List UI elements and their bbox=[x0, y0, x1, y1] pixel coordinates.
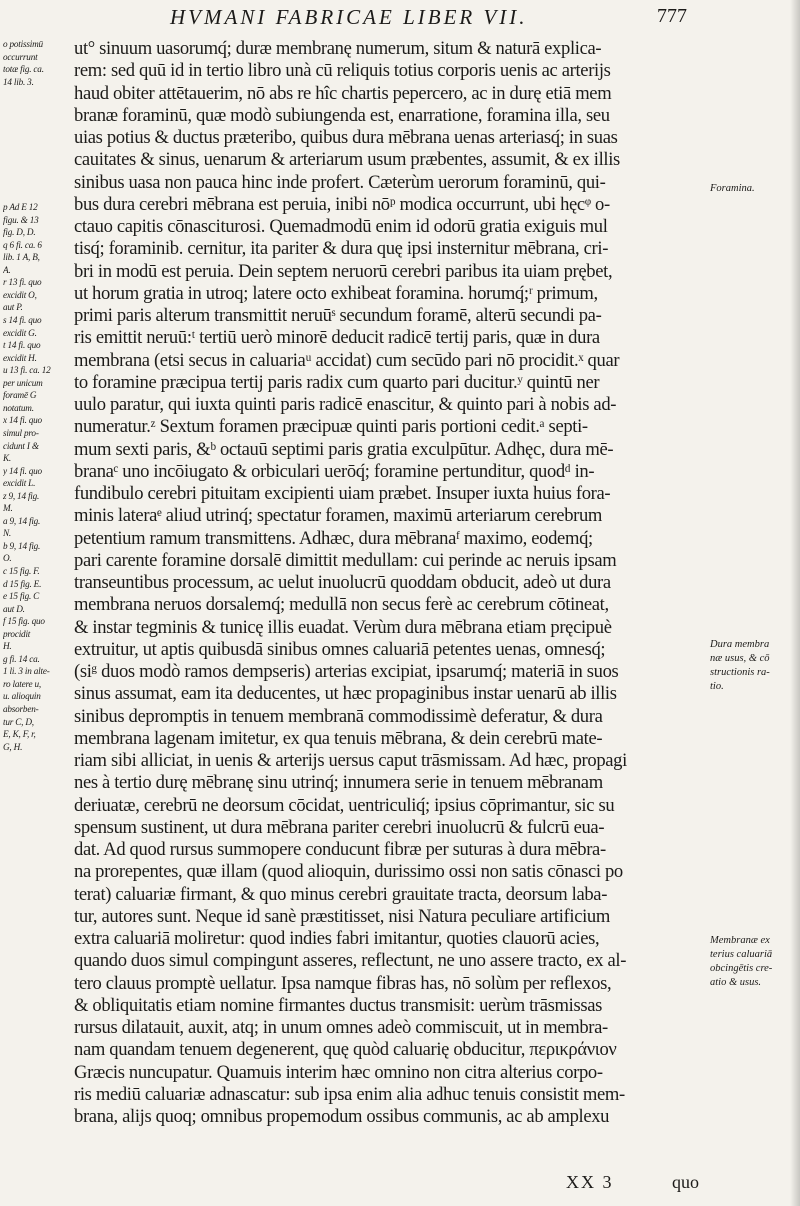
margin-note-line: aut D. bbox=[3, 603, 25, 614]
margin-note-line: notatum. bbox=[3, 402, 34, 413]
text-line: quando duos simul compingunt asseres, reflectunt, ne uno assere tracto, ex al- bbox=[74, 950, 627, 972]
text-line: bri in modū est peruia. Dein septem neruorū cerebri paribus ita uiam prębet, bbox=[74, 260, 613, 282]
margin-note-line: A. bbox=[3, 264, 11, 275]
margin-note-line: d 15 fig. E. bbox=[3, 578, 42, 589]
text-line: membrana lagenam imitetur, ex qua tenuis mēbrana, & dein cerebrū mate- bbox=[74, 727, 603, 749]
margin-note-line: t 14 fi. quo bbox=[3, 340, 41, 351]
text-line: riam sibi alliciat, in uenis & arterijs uersus caput trāsmissam. Ad hæc, propagi bbox=[74, 750, 627, 771]
signature-mark: XX 3 bbox=[566, 1172, 614, 1192]
page-number: 777 bbox=[657, 5, 687, 27]
margin-note-line: G, H. bbox=[3, 741, 23, 752]
margin-note-line: figu. & 13 bbox=[3, 214, 39, 225]
text-line: spensum sustinent, ut dura mēbrana pariter cerebri inuolucrū & fulcrū eua- bbox=[74, 816, 605, 838]
margin-note-line: N. bbox=[3, 528, 12, 539]
margin-note-line: g fi. 14 ca. bbox=[3, 653, 40, 664]
margin-note-line: lib. 1 A, B, bbox=[3, 252, 40, 263]
side-heading bbox=[710, 638, 798, 694]
text-line: ris mediū caluariæ adnascatur: sub ipsa enim alia adhuc tenuis consistit mem- bbox=[74, 1083, 625, 1105]
margin-note-line: procidit bbox=[3, 628, 31, 639]
side-heading-line: tio. bbox=[710, 681, 724, 692]
margin-note-line: excidit H. bbox=[3, 352, 37, 363]
margin-note-line: u 13 fi. ca. 12 bbox=[3, 365, 51, 376]
margin-note-line: excidit L. bbox=[3, 478, 36, 489]
text-line: extra caluariā moliretur: quod indies fabri imitantur, quoties clauorū acies, bbox=[74, 928, 600, 949]
text-line: & instar tegminis & tunicę illis euadat. Verùm dura mēbrana etiam pręcipuè bbox=[74, 616, 612, 638]
margin-note-line: excidit G. bbox=[3, 327, 37, 338]
margin-note-line: u. alioquin bbox=[3, 691, 41, 702]
main-text-block bbox=[74, 38, 714, 1128]
margin-note-line: totæ fig. ca. bbox=[3, 64, 44, 75]
side-heading bbox=[710, 934, 798, 990]
margin-note-line bbox=[3, 113, 69, 126]
text-line: tero clauus promptè uellatur. Ipsa namque fibras has, nō solùm per reflexos, bbox=[74, 972, 612, 994]
text-line: sinus assumat, eam ita deducentes, ut hæc propaginibus instar uenarū ab illis bbox=[74, 683, 617, 705]
text-line: branaᶜ uno incōiugato & orbiculari uerōq́; foramine pertunditur, quodᵈ in- bbox=[74, 460, 595, 482]
page-edge-shadow bbox=[790, 0, 800, 1206]
text-line: ut horum gratia in utroq; latere octo exhibeat foramina. horumq́;ʳ primum, bbox=[74, 282, 598, 304]
text-line: petentium ramum transmittens. Adhæc, dura mēbranaᶠ maximo, eodemq́; bbox=[74, 527, 593, 549]
margin-note-line: x 14 fi. quo bbox=[3, 415, 42, 426]
text-line: Græcis nuncupatur. Quamuis interim hæc omnino non citra alterius corpo- bbox=[74, 1061, 603, 1083]
margin-note-line bbox=[3, 101, 69, 114]
margin-note-line: foramē G bbox=[3, 390, 37, 401]
margin-note-line: z 9, 14 fig. bbox=[3, 490, 40, 501]
text-line: branæ foraminū, quæ modò subiungenda est, enarratione, foramina illa, seu bbox=[74, 104, 610, 126]
side-heading bbox=[710, 182, 798, 196]
text-line: nam quandam tenuem degenerent, quę quòd caluarię obducitur, περικράνιον bbox=[74, 1039, 617, 1061]
text-line: uias potius & ductus præteribo, quibus dura mēbrana uenas arteriasq́; in suas bbox=[74, 127, 618, 148]
text-line: membrana neruos dorsalemq́; medullā non secus ferè ac cerebrum cōtineat, bbox=[74, 594, 609, 616]
margin-note-line: fig. D, D. bbox=[3, 227, 36, 238]
text-line: sinibus uasa non pauca hinc inde profert. Cæterùm uerorum foraminū, qui- bbox=[74, 171, 606, 193]
text-line: rursus dilatauit, auxit, atq; in unum omnes adeò commiscuit, ut in membra- bbox=[74, 1017, 608, 1038]
margin-note-line: ro latere u, bbox=[3, 678, 42, 689]
margin-note-line: 14 lib. 3. bbox=[3, 76, 34, 87]
side-heading-line: Dura membra bbox=[710, 639, 770, 650]
side-heading-line: Foramina. bbox=[710, 183, 755, 194]
margin-note-line: y 14 fi. quo bbox=[3, 465, 42, 476]
text-line: & obliquitatis etiam nomine firmantes ductus transmisit: uerùm trāsmissas bbox=[74, 994, 603, 1016]
margin-note-line: o potissimū bbox=[3, 39, 43, 49]
text-line: (siᵍ duos modò ramos dempseris) arterias excipiat, ipsarumq́; materiā in suos bbox=[74, 661, 619, 682]
text-line: transeuntibus processum, ac uelut inuolucrū quoddam obducit, adeò ut dura bbox=[74, 572, 611, 593]
margin-note-line: per unicum bbox=[3, 377, 43, 388]
margin-note-line bbox=[3, 151, 69, 164]
text-line: fundibulo cerebri pituitam excipienti uiam præbet. Insuper iuxta huius fora- bbox=[74, 483, 611, 504]
text-line: ctauo capitis cōnasciturosi. Quemadmodū enim id odorū gratia exiguis mul bbox=[74, 216, 608, 237]
text-line: na prorepentes, quæ illam (quod alioquin, durissimo ossi non satis cōnasci po bbox=[74, 861, 623, 883]
margin-note-line: f 15 fig. quo bbox=[3, 616, 45, 627]
side-heading-line: Membranæ ex bbox=[710, 935, 770, 946]
text-line: primi paris alterum transmittit neruūˢ secundum foramē, alterū secundi pa- bbox=[74, 305, 602, 326]
margin-note-line: K. bbox=[3, 453, 12, 464]
margin-note-line bbox=[3, 88, 69, 101]
text-line: numeratur.ᶻ Sextum foramen præcipuæ quinti paris portioni cedit.ᵃ septi- bbox=[74, 416, 588, 438]
text-line: haud obiter attētauerim, nō abs re hîc chartis pepercero, ac in durę etiā mem bbox=[74, 82, 612, 104]
text-line: uulo paratur, qui iuxta quinti paris radicē enascitur, & quinto pari à nobis ad- bbox=[74, 394, 617, 415]
margin-note-line bbox=[3, 163, 69, 176]
text-line: bus dura cerebri mēbrana est peruia, inibi nōᵖ modica occurrunt, ubi hęcᵠ o- bbox=[74, 193, 610, 215]
margin-note-line: c 15 fig. F. bbox=[3, 565, 40, 576]
margin-note-line bbox=[3, 189, 69, 202]
text-line: ut° sinuum uasorumq́; duræ membranę numerum, situm & naturā explica- bbox=[74, 38, 602, 59]
margin-note-line bbox=[3, 126, 69, 139]
margin-note-line: O. bbox=[3, 553, 12, 564]
text-line: extruitur, ut aptis quibusdā sinibus omnes caluariā petentes uenas, omnesq́; bbox=[74, 638, 606, 660]
left-margin-notes bbox=[3, 38, 69, 753]
side-heading-line: næ usus, & cō bbox=[710, 653, 770, 664]
margin-note-line: H. bbox=[3, 641, 12, 652]
text-line: dat. Ad quod rursus summopere conducunt fibræ per suturas à dura mēbra- bbox=[74, 839, 606, 860]
side-heading-line: atio & usus. bbox=[710, 977, 762, 988]
text-line: mum sexti paris, &ᵇ octauū septimi paris gratia exculpūtur. Adhęc, dura mē- bbox=[74, 438, 614, 460]
margin-note-line: aut P. bbox=[3, 302, 23, 313]
margin-note-line: p Ad E 12 bbox=[3, 202, 38, 213]
text-line: tisq́; foraminib. cernitur, ita pariter & dura quę ipsi insternitur mēbrana, cri- bbox=[74, 238, 609, 260]
text-line: minis lateraᵉ aliud utrinq́; spectatur foramen, maximū arteriarum cerebrum bbox=[74, 505, 603, 527]
margin-note-line: a 9, 14 fig. bbox=[3, 515, 41, 526]
margin-note-line: r 13 fi. quo bbox=[3, 277, 42, 288]
text-line: brana, alijs quoq; omnibus propemodum ossibus communis, ac ab amplexu bbox=[74, 1106, 610, 1127]
text-line: nes à tertio durę mēbranę sinu utrinq́; innumera serie in tenuem mēbranam bbox=[74, 772, 603, 794]
text-line: cauitates & sinus, uenarum & arteriarum usum præbentes, assumit, & ex illis bbox=[74, 149, 620, 171]
margin-note-line: excidit O, bbox=[3, 289, 37, 300]
text-line: sinibus depromptis in tenuem membranā commodissimè deferatur, & dura bbox=[74, 705, 603, 727]
side-heading-line: terius caluariā bbox=[710, 949, 773, 960]
margin-note-line: tur C, D, bbox=[3, 716, 34, 727]
text-line: deriuatæ, cerebrū ne deorsum cōcidat, uentriculiq́; ipsius cōprimantur, sic su bbox=[74, 794, 615, 816]
side-heading-line: structionis ra- bbox=[710, 667, 770, 678]
margin-note-line: absorben- bbox=[3, 703, 39, 714]
text-line: ris emittit neruū:ᵗ tertiū uerò minorē deducit radicē tertij paris, quæ in dura bbox=[74, 327, 600, 349]
margin-note-line bbox=[3, 138, 69, 151]
running-head: HVMANI FABRICAE LIBER VII. bbox=[170, 5, 528, 29]
margin-note-line: q 6 fi. ca. 6 bbox=[3, 239, 42, 250]
margin-note-line: b 9, 14 fig. bbox=[3, 540, 41, 551]
text-line: terat) caluariæ firmant, & quo minus cerebri grauitate tracta, deorsum laba- bbox=[74, 883, 608, 905]
margin-note-line: s 14 fi. quo bbox=[3, 315, 42, 326]
margin-note-line: M. bbox=[3, 503, 13, 514]
margin-note-line: e 15 fig. C bbox=[3, 591, 40, 602]
margin-note-line: E, K, F, r, bbox=[3, 729, 36, 740]
catchword: quo bbox=[672, 1172, 699, 1192]
margin-note-line: occurrunt bbox=[3, 51, 38, 62]
text-line: membrana (etsi secus in caluariaᵘ accidat) cum secūdo pari nō procidit.ˣ quar bbox=[74, 349, 620, 371]
text-line: pari carente foramine dorsalē dimittit medullam: cui perinde ac neruis ipsam bbox=[74, 549, 617, 571]
text-line: tur, autores sunt. Neque id sanè præstitisset, nisi Natura peculiare artificium bbox=[74, 905, 610, 927]
margin-note-line: simul pro- bbox=[3, 427, 39, 438]
text-line: to foramine præcipua tertij paris radix cum quarto pari ducitur.ʸ quintū ner bbox=[74, 371, 600, 393]
margin-note-line bbox=[3, 176, 69, 189]
margin-note-line: 1 li. 3 in alte- bbox=[3, 666, 50, 677]
margin-note-line: cidunt I & bbox=[3, 440, 39, 451]
side-heading-line: obcingētis cre- bbox=[710, 963, 773, 974]
text-line: rem: sed quū id in tertio libro unà cū reliquis totius corporis uenis ac arterijs bbox=[74, 60, 611, 82]
